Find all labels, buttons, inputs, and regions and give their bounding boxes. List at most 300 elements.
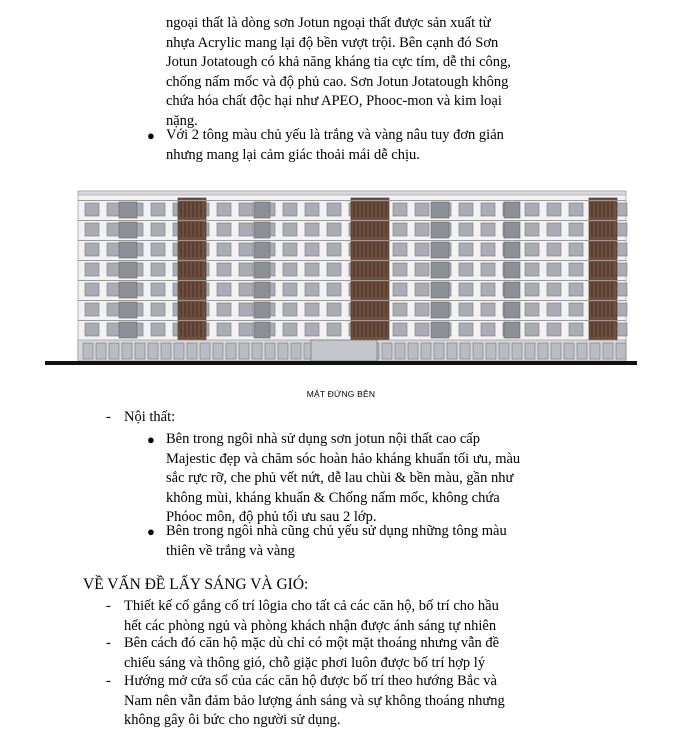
shopfront xyxy=(525,343,535,359)
tower-slat xyxy=(595,262,597,277)
tower-slat xyxy=(599,322,601,337)
tower-slat xyxy=(369,242,371,257)
tower-slat xyxy=(611,282,613,297)
tower-slat xyxy=(188,202,190,217)
tower-slat xyxy=(353,242,355,257)
tower-slat xyxy=(373,222,375,237)
window xyxy=(283,223,297,236)
tower-slat xyxy=(611,242,613,257)
floor-line xyxy=(78,260,626,261)
tower-slat xyxy=(595,322,597,337)
tower-slat xyxy=(381,282,383,297)
window xyxy=(85,283,99,296)
item-line: Bên cách đó căn hộ mặc dù chỉ có một mặt thoáng nhưng vẫn đề xyxy=(124,635,500,651)
window xyxy=(569,283,583,296)
tower-slat xyxy=(184,282,186,297)
balcony-bay xyxy=(254,282,270,298)
tower-slat xyxy=(377,302,379,317)
window xyxy=(481,263,495,276)
tower-slat xyxy=(184,202,186,217)
balcony-bay xyxy=(254,302,270,318)
tower-slat xyxy=(599,202,601,217)
shopfront xyxy=(213,343,223,359)
tower-slat xyxy=(196,202,198,217)
tower-slat xyxy=(192,202,194,217)
tower-slat xyxy=(607,322,609,337)
tower-slat xyxy=(361,282,363,297)
tower-slat xyxy=(184,262,186,277)
tower-slat xyxy=(180,262,182,277)
tower-slat xyxy=(373,322,375,337)
bullet-line: không mùi, kháng khuẩn & Chống nấm mốc, không chứa xyxy=(166,489,500,506)
tower-slat xyxy=(377,222,379,237)
shopfront xyxy=(564,343,574,359)
bullet-line: nhưng mang lại cảm giác thoải mái dễ chịu. xyxy=(166,146,420,163)
tower-slat xyxy=(369,282,371,297)
window xyxy=(327,223,341,236)
item-line: Hướng mở cửa sổ của các căn hộ được bố trí theo hướng Bắc và xyxy=(124,673,497,689)
balcony-bay xyxy=(119,202,137,218)
tower-slat xyxy=(603,322,605,337)
tower-slat xyxy=(184,322,186,337)
balcony-bay xyxy=(431,282,449,298)
ground-line xyxy=(45,361,637,365)
window xyxy=(569,323,583,336)
window xyxy=(151,203,165,216)
window xyxy=(327,243,341,256)
window xyxy=(239,303,253,316)
shopfront xyxy=(382,343,392,359)
shopfront xyxy=(161,343,171,359)
tower-slat xyxy=(353,282,355,297)
window xyxy=(415,263,429,276)
shopfront xyxy=(252,343,262,359)
window xyxy=(393,223,407,236)
tower-slat xyxy=(361,242,363,257)
tower-slat xyxy=(611,302,613,317)
shopfront xyxy=(395,343,405,359)
shopfront xyxy=(616,343,626,359)
balcony-bay xyxy=(504,202,520,218)
tower-slat xyxy=(373,262,375,277)
window xyxy=(327,283,341,296)
tower-slat xyxy=(591,302,593,317)
shopfront xyxy=(486,343,496,359)
window xyxy=(217,223,231,236)
tower-slat xyxy=(591,282,593,297)
balcony-bay xyxy=(431,222,449,238)
shopfront xyxy=(226,343,236,359)
tower-slat xyxy=(369,322,371,337)
window xyxy=(151,243,165,256)
tower-slat xyxy=(361,322,363,337)
balcony-bay xyxy=(504,282,520,298)
window xyxy=(459,303,473,316)
tower-slat xyxy=(184,302,186,317)
tower-slat xyxy=(200,262,202,277)
tower-slat xyxy=(188,222,190,237)
tower-slat xyxy=(603,282,605,297)
tower-slat xyxy=(192,282,194,297)
shopfront xyxy=(135,343,145,359)
tower-slat xyxy=(196,282,198,297)
tower-slat xyxy=(200,322,202,337)
tower-slat xyxy=(603,222,605,237)
balcony-bay xyxy=(504,242,520,258)
tower-slat xyxy=(200,222,202,237)
tower-slat xyxy=(385,242,387,257)
tower-slat xyxy=(377,322,379,337)
shopfront xyxy=(278,343,288,359)
shopfront xyxy=(148,343,158,359)
shopfront xyxy=(577,343,587,359)
window xyxy=(239,223,253,236)
tower-slat xyxy=(611,322,613,337)
bullet-line: sắc rực rỡ, che phủ vết nứt, dễ lau chùi & bền màu, gần như xyxy=(166,470,514,486)
window xyxy=(415,303,429,316)
window xyxy=(459,203,473,216)
tower-slat xyxy=(607,282,609,297)
building-side-elevation xyxy=(45,188,637,372)
tower-slat xyxy=(603,262,605,277)
tower-slat xyxy=(200,282,202,297)
window xyxy=(459,283,473,296)
window xyxy=(547,323,561,336)
window xyxy=(217,283,231,296)
bullet-line: Với 2 tông màu chủ yếu là trắng và vàng nâu tuy đơn giản xyxy=(166,127,504,143)
tower-slat xyxy=(385,222,387,237)
tower-slat xyxy=(357,202,359,217)
item-line: Thiết kế cố gắng cố trí lôgia cho tất cả các căn hộ, bố trí cho hầu xyxy=(124,598,499,614)
window xyxy=(481,243,495,256)
window xyxy=(85,243,99,256)
balcony-bay xyxy=(254,322,270,338)
tower-slat xyxy=(369,222,371,237)
tower-slat xyxy=(385,322,387,337)
tower-slat xyxy=(377,242,379,257)
tower-slat xyxy=(377,262,379,277)
tower-slat xyxy=(369,262,371,277)
window xyxy=(415,203,429,216)
tower-slat xyxy=(381,322,383,337)
tower-slat xyxy=(599,222,601,237)
window xyxy=(283,283,297,296)
window xyxy=(393,203,407,216)
balcony-bay xyxy=(431,302,449,318)
light-item-3 xyxy=(124,672,594,731)
window xyxy=(239,323,253,336)
tower-slat xyxy=(603,202,605,217)
window xyxy=(569,243,583,256)
tower-slat xyxy=(591,262,593,277)
window xyxy=(239,283,253,296)
tower-slat xyxy=(365,282,367,297)
shopfront xyxy=(473,343,483,359)
shopfront xyxy=(590,343,600,359)
tower-slat xyxy=(196,322,198,337)
tower-slat xyxy=(373,302,375,317)
window xyxy=(481,303,495,316)
dash-marker: - xyxy=(106,409,111,425)
interior-label: Nội thất: xyxy=(124,409,176,425)
paragraph-line: nhựa Acrylic mang lại độ bền vượt trội. Bên cạnh đó Sơn xyxy=(166,34,499,51)
bullet-line: Bên trong ngôi nhà cũng chủ yếu sử dụng những tông màu xyxy=(166,523,507,539)
shopfront xyxy=(447,343,457,359)
bullet-line: thiên về trắng và vàng xyxy=(166,542,295,559)
bullet-line: Majestic đẹp và chăm sóc hoàn hảo kháng khuẩn tối ưu, màu xyxy=(166,450,521,467)
tower-slat xyxy=(595,202,597,217)
window xyxy=(525,223,539,236)
window xyxy=(569,263,583,276)
shopfront xyxy=(434,343,444,359)
window xyxy=(151,323,165,336)
tower-slat xyxy=(188,302,190,317)
tower-slat xyxy=(599,242,601,257)
bullet-icon: ● xyxy=(147,432,155,447)
tower-slat xyxy=(184,242,186,257)
tower-slat xyxy=(357,322,359,337)
tower-slat xyxy=(180,202,182,217)
tower-slat xyxy=(184,222,186,237)
tower-slat xyxy=(180,302,182,317)
bullet-line: Phóoc môn, độ phủ tối ưu sau 2 lớp. xyxy=(166,509,377,525)
window xyxy=(415,243,429,256)
tower-slat xyxy=(369,202,371,217)
window xyxy=(525,243,539,256)
tower-slat xyxy=(381,242,383,257)
window xyxy=(415,223,429,236)
parapet xyxy=(78,191,626,195)
tower-slat xyxy=(603,302,605,317)
tower-slat xyxy=(381,262,383,277)
balcony-bay xyxy=(119,262,137,278)
window xyxy=(239,243,253,256)
tower-slat xyxy=(180,322,182,337)
tower-slat xyxy=(385,302,387,317)
paragraph-line: nặng. xyxy=(166,112,198,129)
tower-slat xyxy=(357,262,359,277)
balcony-bay xyxy=(431,322,449,338)
window xyxy=(393,303,407,316)
window xyxy=(327,323,341,336)
tower-slat xyxy=(200,202,202,217)
window xyxy=(305,223,319,236)
tower-slat xyxy=(591,222,593,237)
tower-slat xyxy=(385,282,387,297)
window xyxy=(85,223,99,236)
tower-slat xyxy=(611,222,613,237)
window xyxy=(283,263,297,276)
window xyxy=(85,323,99,336)
tower-slat xyxy=(611,262,613,277)
window xyxy=(305,323,319,336)
balcony-bay xyxy=(431,262,449,278)
window xyxy=(525,323,539,336)
paragraph-line: chống nấm mốc và độ phủ cao. Sơn Jotun Jotatough không xyxy=(166,73,509,90)
tower-slat xyxy=(385,262,387,277)
shopfront xyxy=(499,343,509,359)
exterior-color-bullet xyxy=(166,126,586,165)
window xyxy=(547,223,561,236)
shopfront xyxy=(96,343,106,359)
tower-slat xyxy=(361,222,363,237)
window xyxy=(85,203,99,216)
tower-slat xyxy=(180,282,182,297)
interior-bullet-1 xyxy=(166,430,596,528)
tower-slat xyxy=(180,242,182,257)
balcony-bay xyxy=(119,322,137,338)
item-line: chiếu sáng và thông gió, chỗ giặc phơi luôn được bố trí hợp lý xyxy=(124,654,486,671)
window xyxy=(217,203,231,216)
tower-slat xyxy=(353,262,355,277)
tower-slat xyxy=(377,282,379,297)
dash-marker: - xyxy=(106,598,111,614)
window xyxy=(459,323,473,336)
shopfront xyxy=(265,343,275,359)
tower-slat xyxy=(591,242,593,257)
balcony-bay xyxy=(119,282,137,298)
tower-slat xyxy=(595,242,597,257)
window xyxy=(151,223,165,236)
balcony-bay xyxy=(254,202,270,218)
shopfront xyxy=(538,343,548,359)
window xyxy=(525,203,539,216)
balcony-bay xyxy=(254,242,270,258)
window xyxy=(569,223,583,236)
tower-slat xyxy=(373,242,375,257)
lobby xyxy=(311,340,377,361)
shopfront xyxy=(460,343,470,359)
tower-slat xyxy=(607,302,609,317)
window xyxy=(283,303,297,316)
light-item-1 xyxy=(124,597,594,636)
bullet-line: Bên trong ngôi nhà sử dụng sơn jotun nội thất cao cấp xyxy=(166,431,480,447)
window xyxy=(393,243,407,256)
tower-slat xyxy=(599,262,601,277)
window xyxy=(459,263,473,276)
shopfront xyxy=(200,343,210,359)
shopfront xyxy=(421,343,431,359)
window xyxy=(481,283,495,296)
window xyxy=(283,323,297,336)
window xyxy=(239,203,253,216)
tower-slat xyxy=(361,262,363,277)
window xyxy=(393,263,407,276)
window xyxy=(525,263,539,276)
tower-slat xyxy=(369,302,371,317)
window xyxy=(525,283,539,296)
window xyxy=(547,243,561,256)
window xyxy=(151,303,165,316)
shopfront xyxy=(291,343,301,359)
tower-slat xyxy=(180,222,182,237)
tower-slat xyxy=(611,202,613,217)
shopfront xyxy=(187,343,197,359)
window xyxy=(217,323,231,336)
section-heading: VỀ VẤN ĐỀ LẤY SÁNG VÀ GIÓ: xyxy=(83,576,309,593)
tower-slat xyxy=(365,222,367,237)
shopfront xyxy=(239,343,249,359)
window xyxy=(217,243,231,256)
tower-slat xyxy=(599,282,601,297)
tower-slat xyxy=(595,282,597,297)
window xyxy=(459,223,473,236)
balcony-bay xyxy=(504,262,520,278)
tower-slat xyxy=(353,202,355,217)
tower-slat xyxy=(196,302,198,317)
window xyxy=(327,203,341,216)
floor-line xyxy=(78,240,626,241)
tower-slat xyxy=(353,302,355,317)
window xyxy=(85,303,99,316)
tower-slat xyxy=(357,302,359,317)
balcony-bay xyxy=(254,222,270,238)
tower-slat xyxy=(361,302,363,317)
shopfront xyxy=(174,343,184,359)
paragraph-line: Jotun Jotatough có khả năng kháng tia cực tím, dễ thi công, xyxy=(166,54,511,70)
tower-slat xyxy=(357,282,359,297)
window xyxy=(239,263,253,276)
window xyxy=(481,323,495,336)
tower-slat xyxy=(361,202,363,217)
floor-line xyxy=(78,280,626,281)
window xyxy=(327,263,341,276)
item-line: không gây ôi bức cho người sử dụng. xyxy=(124,712,341,728)
floor-line xyxy=(78,320,626,321)
floor-line xyxy=(78,300,626,301)
interior-bullet-2 xyxy=(166,522,596,561)
balcony-bay xyxy=(119,302,137,318)
tower-slat xyxy=(599,302,601,317)
window xyxy=(327,303,341,316)
dash-marker: - xyxy=(106,635,111,651)
tower-slat xyxy=(607,262,609,277)
window xyxy=(459,243,473,256)
tower-slat xyxy=(192,222,194,237)
balcony-bay xyxy=(254,262,270,278)
shopfront xyxy=(109,343,119,359)
balcony-bay xyxy=(431,202,449,218)
window xyxy=(283,243,297,256)
tower-slat xyxy=(192,302,194,317)
tower-slat xyxy=(365,302,367,317)
window xyxy=(569,203,583,216)
window xyxy=(393,323,407,336)
paragraph-line: chứa hóa chất độc hại như APEO, Phooc-mon và kim loại xyxy=(166,93,502,109)
tower-slat xyxy=(591,202,593,217)
dash-marker: - xyxy=(106,673,111,689)
tower-slat xyxy=(196,222,198,237)
tower-slat xyxy=(373,202,375,217)
tower-slat xyxy=(353,322,355,337)
balcony-bay xyxy=(119,242,137,258)
balcony-bay xyxy=(504,302,520,318)
window xyxy=(85,263,99,276)
tower-slat xyxy=(365,202,367,217)
window xyxy=(305,303,319,316)
window xyxy=(217,303,231,316)
floor-line xyxy=(78,200,626,201)
window xyxy=(415,323,429,336)
paragraph-line: ngoại thất là dòng sơn Jotun ngoại thất được sản xuất từ xyxy=(166,15,491,31)
tower-slat xyxy=(385,202,387,217)
shopfront xyxy=(512,343,522,359)
tower-slat xyxy=(373,282,375,297)
tower-slat xyxy=(200,302,202,317)
tower-slat xyxy=(603,242,605,257)
tower-slat xyxy=(200,242,202,257)
tower-slat xyxy=(192,322,194,337)
